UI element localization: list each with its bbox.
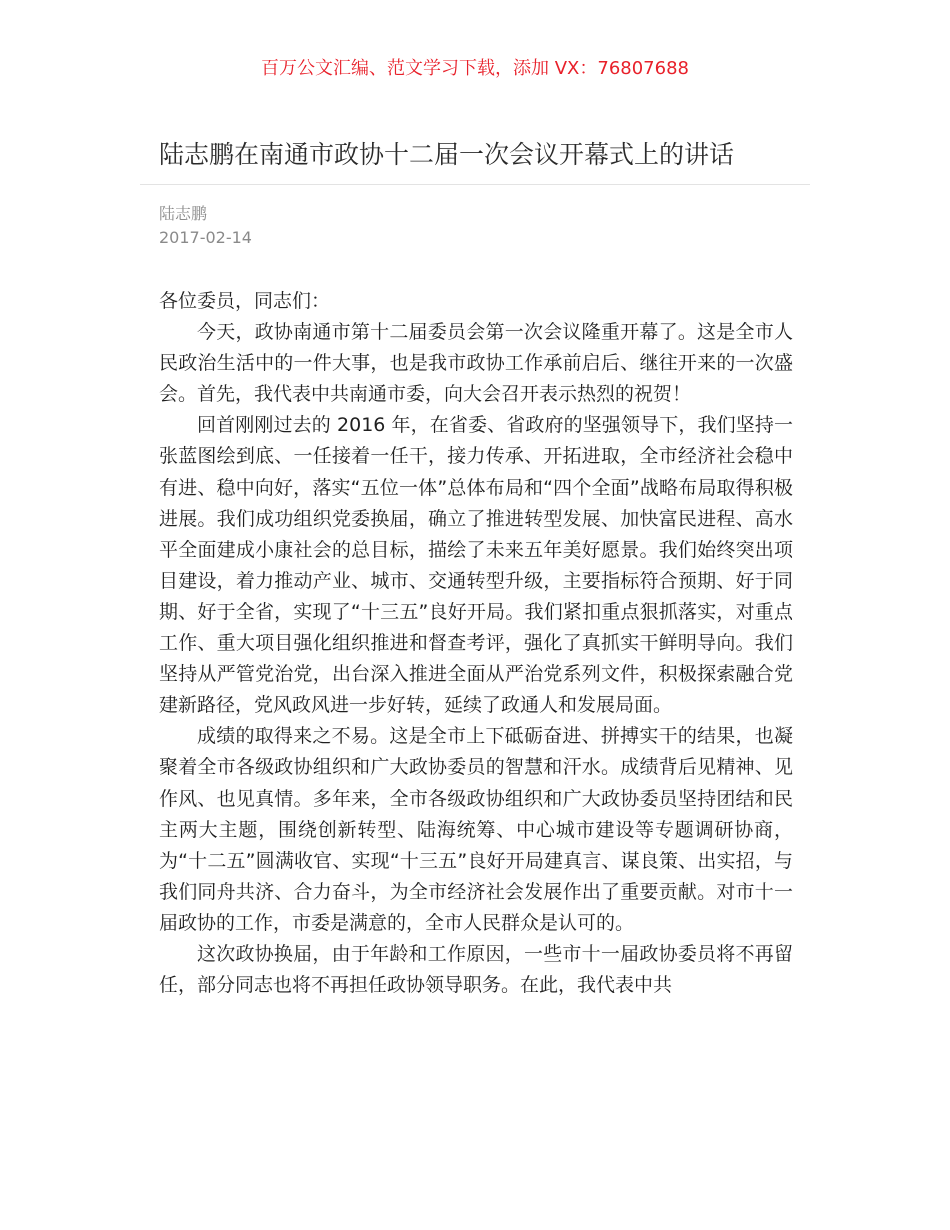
article-date: 2017-02-14 xyxy=(159,228,252,247)
promo-banner: 百万公文汇编、范文学习下载，添加 VX：76807688 xyxy=(261,58,689,79)
article-body xyxy=(159,286,793,1001)
article-title: 陆志鹏在南通市政协十二届一次会议开幕式上的讲话 xyxy=(159,140,735,169)
title-divider xyxy=(140,184,810,185)
body-paragraph: 今天，政协南通市第十二届委员会第一次会议隆重开幕了。这是全市人民政治生活中的一件大事，也是我市政协工作承前启后、继往开来的一次盛会。首先，我代表中共南通市委，向大会召开表示热烈的祝贺！ xyxy=(159,321,793,406)
body-paragraph: 这次政协换届，由于年龄和工作原因，一些市十一届政协委员将不再留任，部分同志也将不再担任政协领导职务。在此，我代表中共 xyxy=(159,942,793,997)
body-paragraph: 成绩的取得来之不易。这是全市上下砥砺奋进、拼搏实干的结果，也凝聚着全市各级政协组织和广大政协委员的智慧和汗水。成绩背后见精神、见作风、也见真情。多年来，全市各级政协组织和广大政协委员坚持团结和民主两大主题，围绕创新转型、陆海统筹、中心城市建设等专题调研协商，为“十二五”圆满收官、实现“十三五”良好开局建真言、谋良策、出实招，与我们同舟共济、合力奋斗，为全市经济社会发展作出了重要贡献。对市十一届政协的工作，市委是满意的，全市人民群众是认可的。 xyxy=(159,725,793,934)
salutation: 各位委员，同志们： xyxy=(159,290,331,312)
article-author: 陆志鹏 xyxy=(159,204,208,223)
body-paragraph: 回首刚刚过去的 2016 年，在省委、省政府的坚强领导下，我们坚持一张蓝图绘到底、一任接着一任干，接力传承、开拓进取，全市经济社会稳中有进、稳中向好，落实“五位一体”总体布局和“四个全面”战略布局取得积极进展。我们成功组织党委换届，确立了推进转型发展、加快富民进程、高水平全面建成小康社会的总目标，描绘了未来五年美好愿景。我们始终突出项目建设，着力推动产业、城市、交通转型升级，主要指标符合预期、好于同期、好于全省，实现了“十三五”良好开局。我们紧扣重点狠抓落实，对重点工作、重大项目强化组织推进和督查考评，强化了真抓实干鲜明导向。我们坚持从严管党治党，出台深入推进全面从严治党系列文件，积极探索融合党建新路径，党风政风进一步好转，延续了政通人和发展局面。 xyxy=(159,414,793,717)
